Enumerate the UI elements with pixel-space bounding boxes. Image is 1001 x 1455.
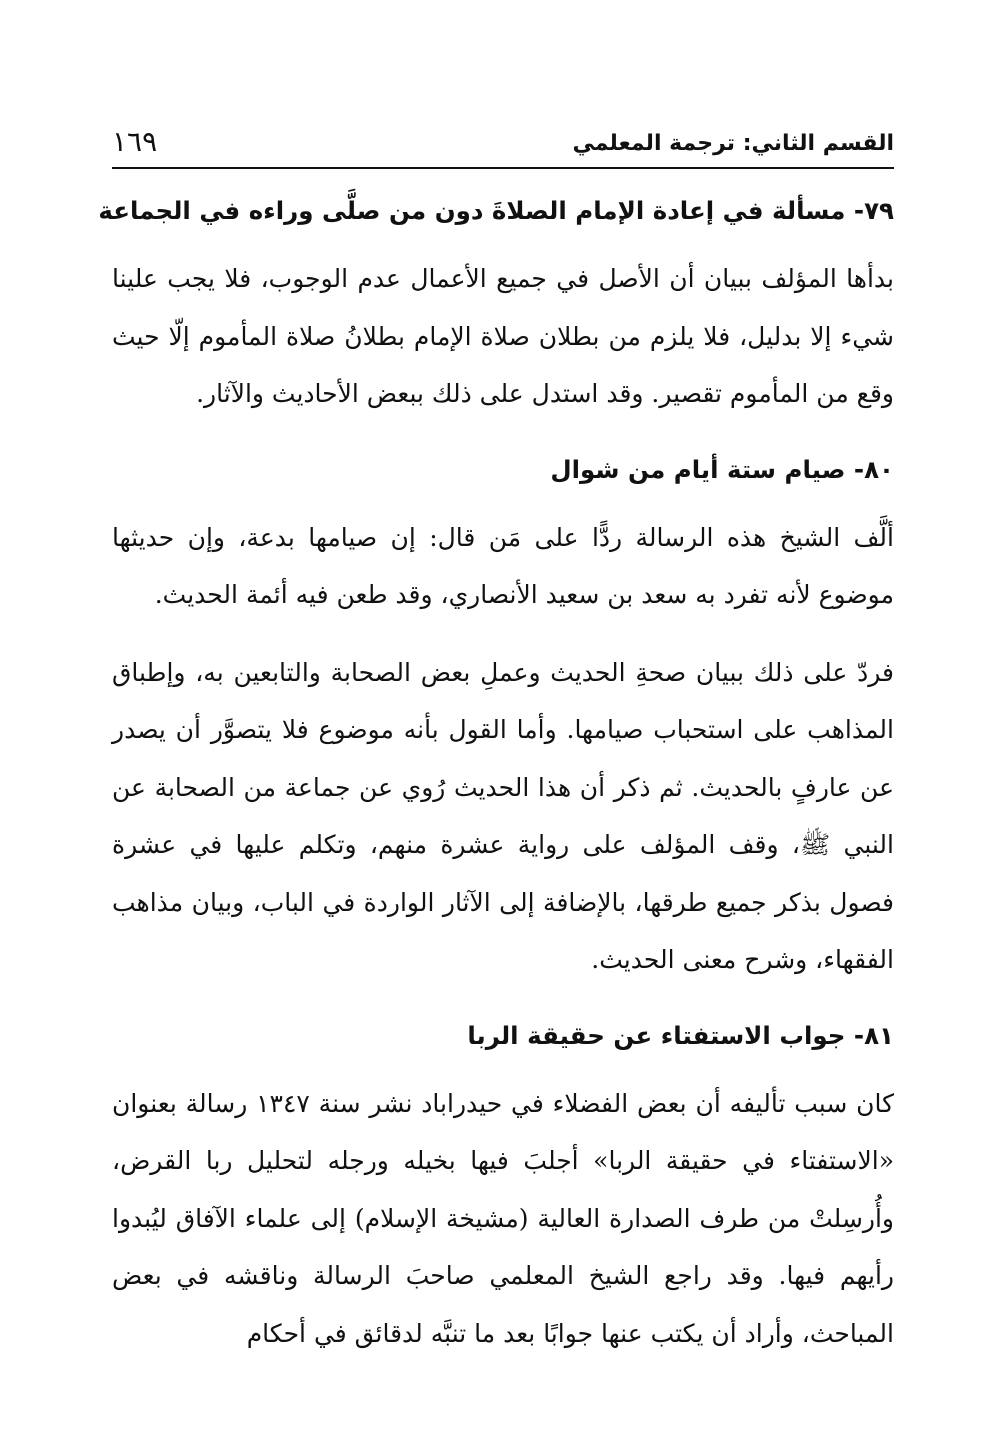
running-header-title: القسم الثاني: ترجمة المعلمي	[572, 131, 894, 156]
paragraph-80-2: فردّ على ذلك ببيان صحةِ الحديث وعملِ بعض الصحابة والتابعين به، وإطباق المذاهب على استحباب صيامها. وأما القول بأنه موضوع فلا يتصوَّر أن يصدر عن عارفٍ بالحديث. ثم ذكر أن هذا الحديث رُوي عن جماعة من الصحابة عن النبي ﷺ، وقف المؤلف على رواية عشرة منهم، وتكلم عليها في عشرة فصول بذكر جميع طرقها، بالإضافة إلى الآثار الواردة في الباب، وبيان مذاهب الفقهاء، وشرح معنى الحديث.	[112, 657, 894, 974]
paragraph-79-1: بدأها المؤلف ببيان أن الأصل في جميع الأعمال عدم الوجوب، فلا يجب علينا شيء إلا بدليل، فلا يلزم من بطلان صلاة الإمام بطلانُ صلاة المأموم إلّا حيث وقع من المأموم تقصير. وقد استدل على ذلك ببعض الأحاديث والآثار.	[112, 264, 894, 408]
page-number: ١٦٩	[112, 125, 158, 158]
section-heading-79: ٧٩- مسألة في إعادة الإمام الصلاةَ دون من صلَّى وراءه في الجماعة	[98, 196, 894, 225]
running-header	[112, 125, 894, 161]
header-rule	[112, 167, 894, 169]
paragraph-81-1: كان سبب تأليفه أن بعض الفضلاء في حيدراباد نشر سنة ١٣٤٧ رسالة بعنوان «الاستفتاء في حقيقة الربا» أجلبَ فيها بخيله ورجله لتحليل ربا القرض، وأُرسِلتْ من طرف الصدارة العالية (مشيخة الإسلام) إلى علماء الآفاق ليُبدوا رأيهم فيها. وقد راجع الشيخ المعلمي صاحبَ الرسالة وناقشه في بعض المباحث، وأراد أن يكتب عنها جوابًا بعد ما تنبَّه لدقائق في أحكام	[112, 1088, 894, 1348]
section-heading-80: ٨٠- صيام ستة أيام من شوال	[550, 454, 894, 484]
paragraph-80-1: ألَّف الشيخ هذه الرسالة ردًّا على مَن قال: إن صيامها بدعة، وإن حديثها موضوع لأنه تفرد به سعد بن سعيد الأنصاري، وقد طعن فيه أئمة الحديث.	[112, 522, 894, 609]
page-body	[98, 184, 894, 1382]
section-heading-81: ٨١- جواب الاستفتاء عن حقيقة الربا	[467, 1020, 894, 1050]
